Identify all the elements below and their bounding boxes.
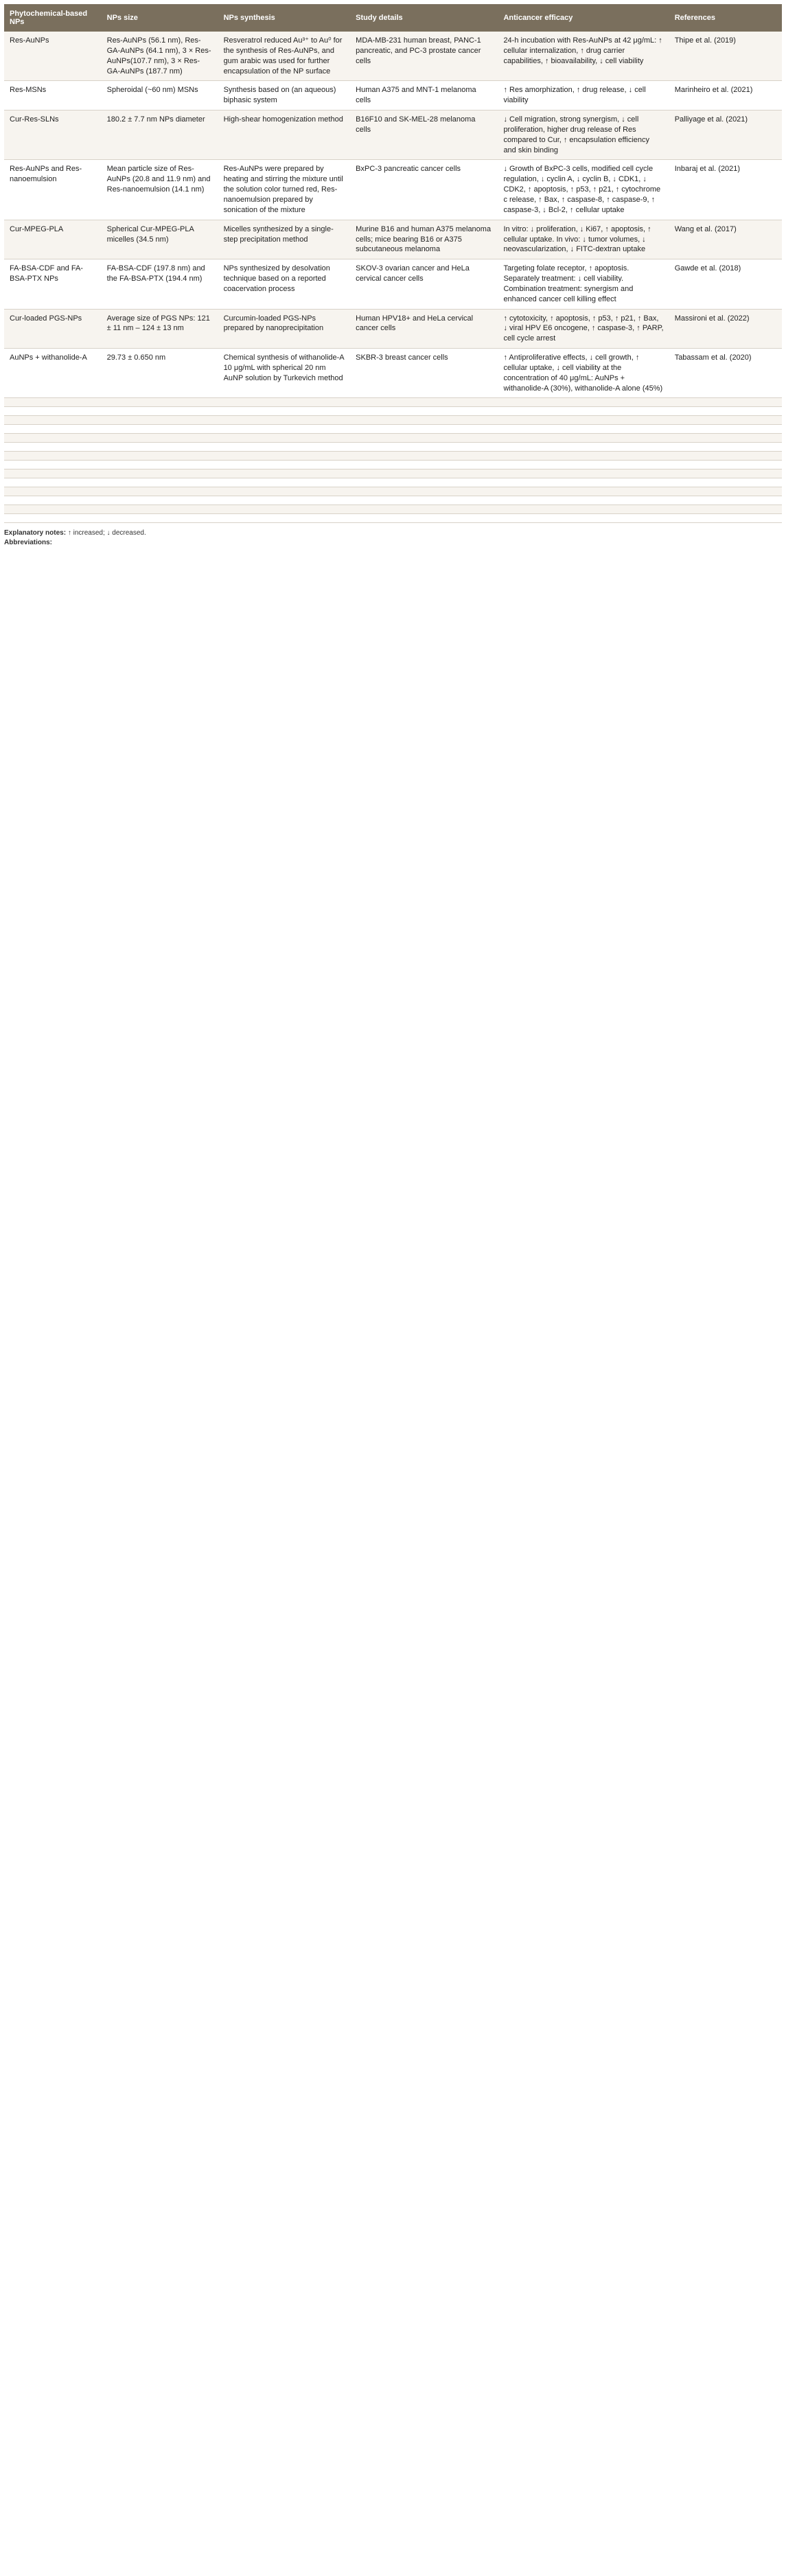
table-row xyxy=(4,398,782,407)
cell-np xyxy=(4,505,102,514)
table-row xyxy=(4,416,782,425)
cell-study xyxy=(350,514,498,523)
cell-synthesis xyxy=(218,487,351,496)
cell-efficacy xyxy=(498,443,669,452)
cell-reference xyxy=(669,425,782,434)
header-references: References xyxy=(669,4,782,32)
cell-synthesis: Synthesis based on (an aqueous) biphasic system xyxy=(218,81,351,111)
cell-study: SKBR-3 breast cancer cells xyxy=(350,349,498,398)
header-efficacy: Anticancer efficacy xyxy=(498,4,669,32)
cell-np: Res-MSNs xyxy=(4,81,102,111)
table-row xyxy=(4,111,782,160)
table-row xyxy=(4,425,782,434)
cell-synthesis xyxy=(218,461,351,469)
cell-np: FA-BSA-CDF and FA-BSA-PTX NPs xyxy=(4,259,102,309)
cell-size: Average size of PGS NPs: 121 ± 11 nm – 124 ± 13 nm xyxy=(102,309,218,349)
cell-size xyxy=(102,434,218,443)
cell-reference xyxy=(669,407,782,416)
cell-reference xyxy=(669,487,782,496)
cell-size xyxy=(102,407,218,416)
cell-size: Res-AuNPs (56.1 nm), Res-GA-AuNPs (64.1 nm), 3 × Res-AuNPs(107.7 nm), 3 × Res-GA-AuNPs (187.7 nm) xyxy=(102,32,218,81)
table-row xyxy=(4,505,782,514)
cell-efficacy xyxy=(498,425,669,434)
table-row xyxy=(4,259,782,309)
cell-efficacy xyxy=(498,461,669,469)
cell-efficacy xyxy=(498,487,669,496)
cell-np xyxy=(4,452,102,461)
cell-size xyxy=(102,416,218,425)
cell-reference: Tabassam et al. (2020) xyxy=(669,349,782,398)
cell-reference xyxy=(669,452,782,461)
cell-np: Cur-MPEG-PLA xyxy=(4,220,102,259)
cell-efficacy: ↓ Growth of BxPC-3 cells, modified cell cycle regulation, ↓ cyclin A, ↓ cyclin B, ↓ CDK1, ↓ CDK2, ↑ apoptosis, ↑ p53, ↑ p21, ↑ cytochrome c release, ↑ Bax, ↑ caspase-8, ↑ caspase-9, ↑ caspase-3, ↓ Bcl-2, ↑ cellular uptake xyxy=(498,160,669,220)
cell-size xyxy=(102,478,218,487)
cell-size: Spheroidal (~60 nm) MSNs xyxy=(102,81,218,111)
cell-size: 29.73 ± 0.650 nm xyxy=(102,349,218,398)
cell-synthesis xyxy=(218,425,351,434)
cell-synthesis xyxy=(218,416,351,425)
cell-synthesis: Res-AuNPs were prepared by heating and stirring the mixture until the solution color turned red, Res-nanoemulsion prepared by sonication of the mixture xyxy=(218,160,351,220)
cell-synthesis xyxy=(218,443,351,452)
cell-study xyxy=(350,407,498,416)
cell-reference: Gawde et al. (2018) xyxy=(669,259,782,309)
cell-study xyxy=(350,416,498,425)
table-row xyxy=(4,478,782,487)
cell-reference: Massironi et al. (2022) xyxy=(669,309,782,349)
cell-efficacy xyxy=(498,469,669,478)
cell-synthesis: Chemical synthesis of withanolide-A 10 μg/mL with spherical 20 nm AuNP solution by Turkevich method xyxy=(218,349,351,398)
cell-study: SKOV-3 ovarian cancer and HeLa cervical cancer cells xyxy=(350,259,498,309)
table-row xyxy=(4,349,782,398)
header-synthesis: NPs synthesis xyxy=(218,4,351,32)
cell-synthesis xyxy=(218,478,351,487)
abbreviations: Abbreviations: xyxy=(4,538,53,546)
cell-synthesis: Micelles synthesized by a single-step precipitation method xyxy=(218,220,351,259)
cell-efficacy: Targeting folate receptor, ↑ apoptosis. Separately treatment: ↓ cell viability. Combination treatment: synergism and enhanced cancer cell killing effect xyxy=(498,259,669,309)
cell-efficacy xyxy=(498,514,669,523)
cell-study xyxy=(350,452,498,461)
cell-reference xyxy=(669,434,782,443)
cell-size xyxy=(102,461,218,469)
cell-size xyxy=(102,514,218,523)
table-row xyxy=(4,434,782,443)
cell-efficacy: ↑ Antiproliferative effects, ↓ cell growth, ↑ cellular uptake, ↓ cell viability at the concentration of 40 μg/mL: AuNPs + withanolide-A (30%), withanolide-A alone (45%) xyxy=(498,349,669,398)
cell-np xyxy=(4,434,102,443)
cell-reference xyxy=(669,443,782,452)
cell-np: AuNPs + withanolide-A xyxy=(4,349,102,398)
table-row xyxy=(4,514,782,523)
cell-size xyxy=(102,425,218,434)
cell-reference: Inbaraj et al. (2021) xyxy=(669,160,782,220)
cell-np: Cur-loaded PGS-NPs xyxy=(4,309,102,349)
cell-np: Res-AuNPs and Res-nanoemulsion xyxy=(4,160,102,220)
cell-synthesis: NPs synthesized by desolvation technique based on a reported coacervation process xyxy=(218,259,351,309)
cell-study: B16F10 and SK-MEL-28 melanoma cells xyxy=(350,111,498,160)
cell-reference xyxy=(669,505,782,514)
cell-efficacy xyxy=(498,505,669,514)
cell-study xyxy=(350,434,498,443)
cell-size: Spherical Cur-MPEG-PLA micelles (34.5 nm) xyxy=(102,220,218,259)
cell-efficacy xyxy=(498,452,669,461)
table-row xyxy=(4,461,782,469)
cell-size xyxy=(102,443,218,452)
cell-synthesis xyxy=(218,452,351,461)
cell-synthesis: High-shear homogenization method xyxy=(218,111,351,160)
cell-efficacy: ↑ cytotoxicity, ↑ apoptosis, ↑ p53, ↑ p21, ↑ Bax, ↓ viral HPV E6 oncogene, ↑ caspase-3, ↑ PARP, cell cycle arrest xyxy=(498,309,669,349)
cell-reference: Thipe et al. (2019) xyxy=(669,32,782,81)
cell-np xyxy=(4,478,102,487)
cell-size xyxy=(102,487,218,496)
cell-study: Human A375 and MNT-1 melanoma cells xyxy=(350,81,498,111)
cell-np xyxy=(4,514,102,523)
cell-synthesis: Curcumin-loaded PGS-NPs prepared by nanoprecipitation xyxy=(218,309,351,349)
cell-reference xyxy=(669,469,782,478)
cell-synthesis xyxy=(218,469,351,478)
cell-study xyxy=(350,443,498,452)
table-row xyxy=(4,487,782,496)
cell-study: MDA-MB-231 human breast, PANC-1 pancreatic, and PC-3 prostate cancer cells xyxy=(350,32,498,81)
table-row xyxy=(4,32,782,81)
cell-study xyxy=(350,505,498,514)
header-np: Phytochemical-based NPs xyxy=(4,4,102,32)
cell-np xyxy=(4,469,102,478)
cell-np xyxy=(4,443,102,452)
cell-size xyxy=(102,469,218,478)
cell-reference: Palliyage et al. (2021) xyxy=(669,111,782,160)
cell-size xyxy=(102,496,218,505)
table-row xyxy=(4,160,782,220)
cell-study xyxy=(350,461,498,469)
cell-reference xyxy=(669,514,782,523)
cell-study xyxy=(350,478,498,487)
cell-reference xyxy=(669,416,782,425)
cell-efficacy xyxy=(498,478,669,487)
cell-np xyxy=(4,407,102,416)
table-row xyxy=(4,496,782,505)
cell-efficacy xyxy=(498,398,669,407)
cell-size xyxy=(102,505,218,514)
cell-synthesis xyxy=(218,496,351,505)
cell-synthesis: Resveratrol reduced Au³⁺ to Au⁰ for the synthesis of Res-AuNPs, and gum arabic was used for further encapsulation of the NP surface xyxy=(218,32,351,81)
cell-study xyxy=(350,487,498,496)
cell-efficacy: In vitro: ↓ proliferation, ↓ Ki67, ↑ apoptosis, ↑ cellular uptake. In vivo: ↓ tumor volumes, ↓ neovascularization, ↓ FITC-dextran uptake xyxy=(498,220,669,259)
table-row xyxy=(4,81,782,111)
table-row xyxy=(4,220,782,259)
nanoparticles-table xyxy=(4,4,782,523)
table-row xyxy=(4,452,782,461)
table-body xyxy=(4,32,782,523)
cell-np xyxy=(4,398,102,407)
cell-size: Mean particle size of Res-AuNPs (20.8 and 11.9 nm) and Res-nanoemulsion (14.1 nm) xyxy=(102,160,218,220)
cell-efficacy: ↓ Cell migration, strong synergism, ↓ cell proliferation, higher drug release of Res compared to Cur, ↑ encapsulation efficiency and skin binding xyxy=(498,111,669,160)
cell-synthesis xyxy=(218,407,351,416)
table-header-row xyxy=(4,4,782,32)
cell-reference xyxy=(669,461,782,469)
cell-synthesis xyxy=(218,398,351,407)
cell-study: BxPC-3 pancreatic cancer cells xyxy=(350,160,498,220)
cell-np xyxy=(4,487,102,496)
table-row xyxy=(4,469,782,478)
cell-np xyxy=(4,416,102,425)
cell-size: 180.2 ± 7.7 nm NPs diameter xyxy=(102,111,218,160)
cell-np xyxy=(4,461,102,469)
cell-size xyxy=(102,398,218,407)
cell-np: Res-AuNPs xyxy=(4,32,102,81)
cell-study: Human HPV18+ and HeLa cervical cancer cells xyxy=(350,309,498,349)
cell-efficacy xyxy=(498,496,669,505)
explanatory-notes: Explanatory notes: ↑ increased; ↓ decreased. xyxy=(4,529,146,537)
cell-size xyxy=(102,452,218,461)
cell-study xyxy=(350,425,498,434)
header-size: NPs size xyxy=(102,4,218,32)
cell-efficacy xyxy=(498,407,669,416)
cell-efficacy: ↑ Res amorphization, ↑ drug release, ↓ cell viability xyxy=(498,81,669,111)
cell-reference: Marinheiro et al. (2021) xyxy=(669,81,782,111)
cell-study xyxy=(350,398,498,407)
cell-np xyxy=(4,496,102,505)
cell-study xyxy=(350,496,498,505)
cell-reference xyxy=(669,398,782,407)
cell-study: Murine B16 and human A375 melanoma cells; mice bearing B16 or A375 subcutaneous melanoma xyxy=(350,220,498,259)
cell-study xyxy=(350,469,498,478)
cell-synthesis xyxy=(218,505,351,514)
table-row xyxy=(4,407,782,416)
table-row xyxy=(4,443,782,452)
cell-efficacy: 24-h incubation with Res-AuNPs at 42 μg/mL: ↑ cellular internalization, ↑ drug carrier capabilities, ↑ bioavailability, ↓ cell viability xyxy=(498,32,669,81)
cell-np xyxy=(4,425,102,434)
header-study: Study details xyxy=(350,4,498,32)
table-row xyxy=(4,309,782,349)
cell-reference xyxy=(669,478,782,487)
table-notes xyxy=(4,529,782,547)
cell-reference xyxy=(669,496,782,505)
cell-efficacy xyxy=(498,434,669,443)
cell-synthesis xyxy=(218,434,351,443)
cell-size: FA-BSA-CDF (197.8 nm) and the FA-BSA-PTX (194.4 nm) xyxy=(102,259,218,309)
table-page xyxy=(0,0,786,554)
cell-efficacy xyxy=(498,416,669,425)
cell-np: Cur-Res-SLNs xyxy=(4,111,102,160)
cell-reference: Wang et al. (2017) xyxy=(669,220,782,259)
cell-synthesis xyxy=(218,514,351,523)
